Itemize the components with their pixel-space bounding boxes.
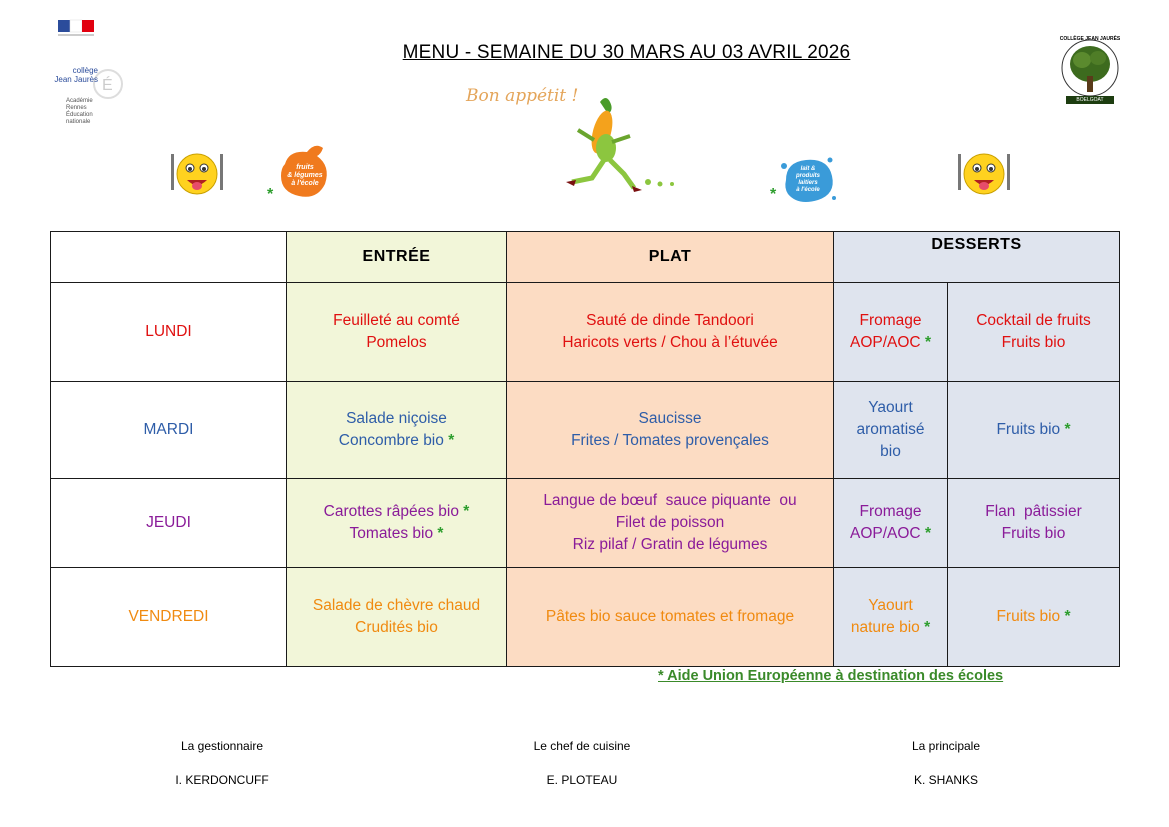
dish-text: Carottes râpées bio: [323, 503, 459, 520]
dish-text: Salade de chèvre chaud: [312, 597, 481, 614]
dish-text: Fruits bio: [1001, 525, 1066, 542]
eu-star: *: [463, 503, 470, 520]
signature-name: E. PLOTEAU: [546, 773, 618, 787]
dish-text: Fromage: [859, 503, 922, 520]
dessert1-cell: [834, 283, 948, 382]
eu-star: *: [267, 186, 274, 203]
eu-star: *: [1064, 608, 1071, 625]
dish-text: Riz pilaf / Gratin de légumes: [572, 536, 768, 553]
day-cell-vendredi: VENDREDI: [51, 568, 287, 667]
eu-star: *: [448, 432, 455, 449]
dish-text: Fruits bio: [1001, 334, 1066, 351]
dish-text: Tomates bio: [349, 525, 434, 542]
dessert2-cell: [948, 568, 1120, 667]
svg-text:É: É: [102, 77, 113, 94]
entree-cell: [287, 382, 507, 479]
eu-star: *: [924, 619, 931, 636]
eu-star: *: [924, 525, 931, 542]
college-logo-line5: Éducation: [66, 112, 93, 118]
dish-text: Filet de poisson: [615, 514, 725, 531]
college-logo-line1: collège: [72, 66, 98, 75]
signature-role: Le chef de cuisine: [533, 739, 631, 753]
dish-text: AOP/AOC: [850, 525, 921, 542]
lait-produits-laitiers-logo: [778, 152, 838, 208]
college-tree-logo: [1058, 34, 1122, 108]
dish-text: aromatisé: [856, 421, 925, 438]
college-logo-line6: nationale: [66, 119, 91, 125]
signature-name: K. SHANKS: [913, 773, 979, 787]
running-vegetable-illustration: [560, 92, 700, 196]
dish-text: Cocktail de fruits: [976, 312, 1091, 329]
milk-logo-line4: à l'école: [796, 187, 820, 193]
dish-text: nature bio: [850, 619, 920, 636]
milk-logo-line3: laitiers: [798, 180, 818, 186]
dish-text: Langue de bœuf sauce piquante ou: [543, 492, 797, 509]
tree-logo-top-text: COLLÈGE JEAN JAURÈS: [1059, 36, 1121, 42]
signature-name: I. KERDONCUFF: [175, 773, 269, 787]
dish-text: AOP/AOC: [850, 334, 921, 351]
menu-table: [50, 231, 1120, 667]
day-cell-mardi: MARDI: [51, 382, 287, 479]
dish-text: Pomelos: [366, 334, 427, 351]
fruit-logo-line2: & légumes: [287, 172, 323, 179]
dish-text: Saucisse: [638, 410, 702, 427]
dish-text: bio: [880, 443, 901, 460]
table-row: [51, 283, 1120, 382]
entree-cell: [287, 568, 507, 667]
signature-role: La gestionnaire: [180, 739, 264, 753]
tree-logo-bottom-text: BOELGOAT: [1076, 97, 1104, 103]
dish-text: Pâtes bio sauce tomates et fromage: [545, 608, 795, 625]
dish-text: Yaourt: [868, 597, 913, 614]
eu-star: *: [770, 186, 777, 203]
dessert1-cell: [834, 479, 948, 568]
dessert1-cell: [834, 568, 948, 667]
table-row: [51, 479, 1120, 568]
plat-cell: [507, 283, 834, 382]
page-title: MENU - SEMAINE DU 30 MARS AU 03 AVRIL 2026: [402, 42, 851, 63]
desserts-header: DESSERTS: [834, 232, 1120, 283]
dish-text: Frites / Tomates provençales: [571, 432, 769, 449]
entree-header: ENTRÉE: [287, 232, 507, 283]
college-logo-line2: Jean Jaurès: [54, 75, 98, 84]
dessert2-cell: [948, 382, 1120, 479]
plat-cell: [507, 568, 834, 667]
plat-cell: [507, 382, 834, 479]
eu-star: *: [924, 334, 931, 351]
dessert2-cell: [948, 283, 1120, 382]
dish-text: Fruits bio: [996, 421, 1061, 438]
running-vegetable-icon: [560, 92, 700, 196]
eu-aid-note: * Aide Union Européenne à destination des écoles: [658, 668, 1004, 684]
table-row: [51, 382, 1120, 479]
dish-text: Salade niçoise: [346, 410, 447, 427]
bon-appetit-text: Bon appétit !: [466, 86, 579, 106]
fruit-logo-line1: fruits: [296, 164, 314, 171]
entree-cell: [287, 479, 507, 568]
day-cell-lundi: LUNDI: [51, 283, 287, 382]
fruits-legumes-ecole-logo: [275, 142, 333, 202]
empty-corner-cell: [51, 232, 287, 283]
college-logo-line3: Académie: [66, 98, 93, 104]
eu-star: *: [1064, 421, 1071, 438]
dessert2-cell: [948, 479, 1120, 568]
milk-logo-line1: lait &: [800, 166, 816, 172]
plat-header: PLAT: [507, 232, 834, 283]
dish-text: Yaourt: [868, 399, 913, 416]
signature-role: La principale: [911, 739, 981, 753]
dish-text: Sauté de dinde Tandoori: [586, 312, 754, 329]
hungry-smiley-icon: [166, 146, 228, 202]
dish-text: Haricots verts / Chou à l’étuvée: [562, 334, 778, 351]
college-logo-line4: Rennes: [66, 105, 87, 111]
day-cell-jeudi: JEUDI: [51, 479, 287, 568]
dish-text: Flan pâtissier: [985, 503, 1082, 520]
hungry-smiley-icon: [953, 146, 1015, 202]
dish-text: Feuilleté au comté: [333, 312, 460, 329]
plat-cell: [507, 479, 834, 568]
dish-text: Fromage: [859, 312, 922, 329]
header-row: [51, 232, 1120, 283]
eu-star: *: [437, 525, 444, 542]
dessert1-cell: [834, 382, 948, 479]
fruit-logo-line3: à l'école: [291, 180, 319, 187]
college-logo: [52, 18, 132, 133]
entree-cell: [287, 283, 507, 382]
dish-text: Fruits bio: [996, 608, 1061, 625]
dish-text: Crudités bio: [355, 619, 438, 636]
dish-text: Concombre bio: [338, 432, 444, 449]
table-row: [51, 568, 1120, 667]
milk-logo-line2: produits: [796, 173, 820, 179]
